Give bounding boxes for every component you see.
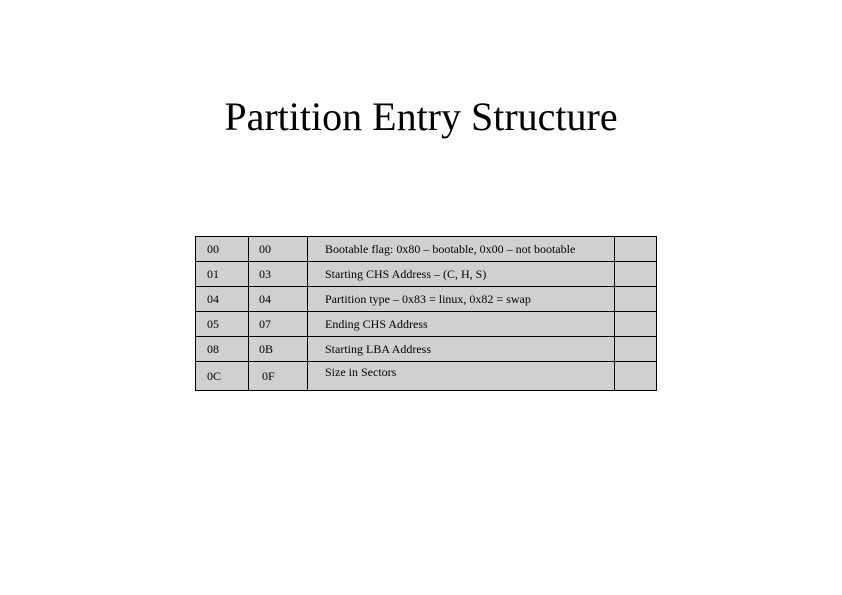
partition-entry-table <box>195 236 657 391</box>
start-offset-cell: 08 <box>196 337 249 362</box>
end-offset-cell: 0F <box>249 362 308 391</box>
blank-cell <box>615 262 657 287</box>
description-cell: Ending CHS Address <box>308 312 615 337</box>
start-offset-cell: 04 <box>196 287 249 312</box>
description-cell: Bootable flag: 0x80 – bootable, 0x00 – not bootable <box>308 237 615 262</box>
slide-title: Partition Entry Structure <box>224 94 618 139</box>
start-offset-cell: 0C <box>196 362 249 391</box>
blank-cell <box>615 337 657 362</box>
blank-cell <box>615 312 657 337</box>
end-offset-cell: 04 <box>249 287 308 312</box>
table-row <box>196 337 657 362</box>
blank-cell <box>615 237 657 262</box>
blank-cell <box>615 287 657 312</box>
description-cell: Size in Sectors <box>308 362 615 391</box>
end-offset-cell: 07 <box>249 312 308 337</box>
table-row <box>196 312 657 337</box>
table-row <box>196 237 657 262</box>
start-offset-cell: 05 <box>196 312 249 337</box>
end-offset-cell: 0B <box>249 337 308 362</box>
end-offset-cell: 00 <box>249 237 308 262</box>
description-cell: Partition type – 0x83 = linux, 0x82 = swap <box>308 287 615 312</box>
description-cell: Starting CHS Address – (C, H, S) <box>308 262 615 287</box>
start-offset-cell: 01 <box>196 262 249 287</box>
end-offset-cell: 03 <box>249 262 308 287</box>
start-offset-cell: 00 <box>196 237 249 262</box>
table-row <box>196 262 657 287</box>
table-row <box>196 287 657 312</box>
table-row <box>196 362 657 391</box>
description-cell: Starting LBA Address <box>308 337 615 362</box>
blank-cell <box>615 362 657 391</box>
